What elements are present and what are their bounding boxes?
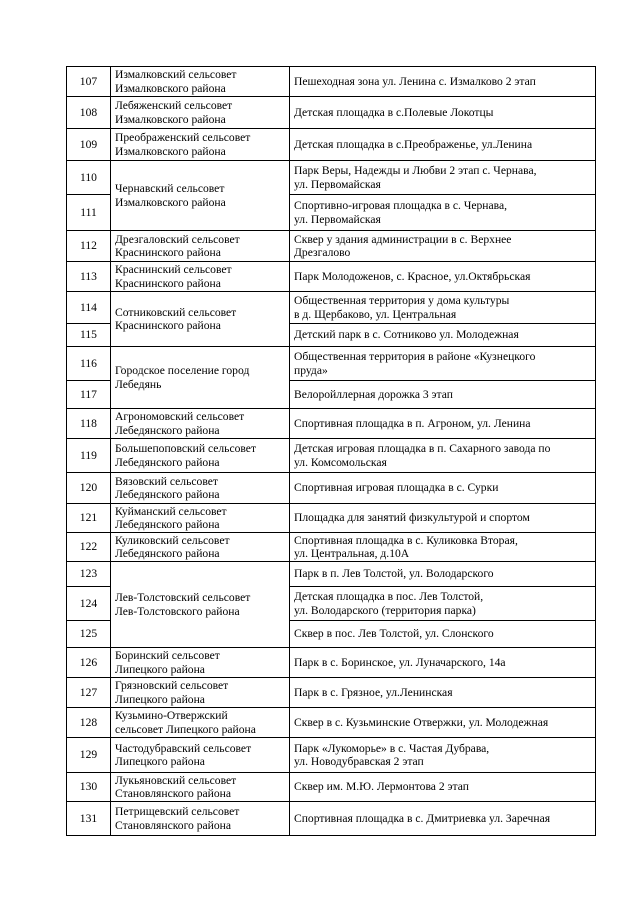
object-cell: Спортивная площадка в п. Агроном, ул. Ленина <box>290 409 596 439</box>
row-number: 112 <box>67 231 111 262</box>
table-row <box>67 648 596 678</box>
municipality-cell: Измалковский сельсовет Измалковского района <box>111 67 290 97</box>
row-number: 114 <box>67 292 111 324</box>
row-number: 115 <box>67 324 111 347</box>
row-number: 117 <box>67 381 111 409</box>
row-number: 131 <box>67 802 111 836</box>
object-cell: Парк в с. Боринское, ул. Луначарского, 14а <box>290 648 596 678</box>
table-row <box>67 231 596 262</box>
row-number: 122 <box>67 533 111 562</box>
table-row <box>67 504 596 533</box>
row-number: 108 <box>67 97 111 129</box>
object-cell: Спортивная площадка в с. Дмитриевка ул. Заречная <box>290 802 596 836</box>
object-cell: Сквер им. М.Ю. Лермонтова 2 этап <box>290 773 596 802</box>
table-row <box>67 262 596 292</box>
object-cell: Спортивная площадка в с. Куликовка Вторая, ул. Центральная, д.10А <box>290 533 596 562</box>
table-row <box>67 773 596 802</box>
table-row <box>67 678 596 708</box>
table-row <box>67 97 596 129</box>
table-row <box>67 562 596 587</box>
object-cell: Сквер у здания администрации в с. Верхнее Дрезгалово <box>290 231 596 262</box>
municipality-cell: Лебяженский сельсовет Измалковского района <box>111 97 290 129</box>
object-cell: Сквер в с. Кузьминские Отвержки, ул. Молодежная <box>290 708 596 738</box>
row-number: 125 <box>67 621 111 648</box>
objects-table <box>66 66 596 836</box>
municipality-cell: Куликовский сельсовет Лебедянского района <box>111 533 290 562</box>
municipality-cell: Кузьмино-Отвержский сельсовет Липецкого района <box>111 708 290 738</box>
object-cell: Детская игровая площадка в п. Сахарного завода по ул. Комсомольская <box>290 439 596 473</box>
object-cell: Площадка для занятий физкультурой и спортом <box>290 504 596 533</box>
table-row <box>67 347 596 381</box>
row-number: 109 <box>67 129 111 161</box>
table-row <box>67 738 596 773</box>
municipality-cell: Сотниковский сельсовет Краснинского района <box>111 292 290 347</box>
table-row <box>67 473 596 504</box>
object-cell: Спортивно-игровая площадка в с. Чернава, ул. Первомайская <box>290 195 596 231</box>
municipality-cell: Чернавский сельсовет Измалковского района <box>111 161 290 231</box>
municipality-cell: Большепоповский сельсовет Лебедянского района <box>111 439 290 473</box>
municipality-cell: Вязовский сельсовет Лебедянского района <box>111 473 290 504</box>
table-row <box>67 292 596 324</box>
municipality-cell: Агрономовский сельсовет Лебедянского района <box>111 409 290 439</box>
table-row <box>67 802 596 836</box>
row-number: 113 <box>67 262 111 292</box>
object-cell: Парк в с. Грязное, ул.Ленинская <box>290 678 596 708</box>
table-row <box>67 439 596 473</box>
table-row <box>67 533 596 562</box>
table-row <box>67 67 596 97</box>
municipality-cell: Краснинский сельсовет Краснинского района <box>111 262 290 292</box>
row-number: 123 <box>67 562 111 587</box>
object-cell: Парк Веры, Надежды и Любви 2 этап с. Чернава, ул. Первомайская <box>290 161 596 195</box>
municipality-cell: Лукьяновский сельсовет Становлянского района <box>111 773 290 802</box>
row-number: 128 <box>67 708 111 738</box>
object-cell: Сквер в пос. Лев Толстой, ул. Слонского <box>290 621 596 648</box>
object-cell: Общественная территория у дома культуры в д. Щербаково, ул. Центральная <box>290 292 596 324</box>
object-cell: Велоройллерная дорожка 3 этап <box>290 381 596 409</box>
object-cell: Детская площадка в с.Полевые Локотцы <box>290 97 596 129</box>
object-cell: Детская площадка в пос. Лев Толстой, ул. Володарского (территория парка) <box>290 587 596 621</box>
municipality-cell: Боринский сельсовет Липецкого района <box>111 648 290 678</box>
municipality-cell: Петрищевский сельсовет Становлянского района <box>111 802 290 836</box>
row-number: 120 <box>67 473 111 504</box>
object-cell: Детский парк в с. Сотниково ул. Молодежная <box>290 324 596 347</box>
row-number: 116 <box>67 347 111 381</box>
object-cell: Спортивная игровая площадка в с. Сурки <box>290 473 596 504</box>
municipality-cell: Частодубравский сельсовет Липецкого района <box>111 738 290 773</box>
object-cell: Парк в п. Лев Толстой, ул. Володарского <box>290 562 596 587</box>
row-number: 129 <box>67 738 111 773</box>
row-number: 130 <box>67 773 111 802</box>
municipality-cell: Куйманский сельсовет Лебедянского района <box>111 504 290 533</box>
row-number: 107 <box>67 67 111 97</box>
object-cell: Общественная территория в районе «Кузнецкого пруда» <box>290 347 596 381</box>
row-number: 127 <box>67 678 111 708</box>
municipality-cell: Преображенский сельсовет Измалковского района <box>111 129 290 161</box>
municipality-cell: Городское поселение город Лебедянь <box>111 347 290 409</box>
row-number: 121 <box>67 504 111 533</box>
municipality-cell: Грязновский сельсовет Липецкого района <box>111 678 290 708</box>
row-number: 110 <box>67 161 111 195</box>
table-row <box>67 409 596 439</box>
object-cell: Пешеходная зона ул. Ленина с. Измалково 2 этап <box>290 67 596 97</box>
table-row <box>67 161 596 195</box>
row-number: 118 <box>67 409 111 439</box>
municipality-cell: Дрезгаловский сельсовет Краснинского района <box>111 231 290 262</box>
row-number: 119 <box>67 439 111 473</box>
row-number: 124 <box>67 587 111 621</box>
row-number: 126 <box>67 648 111 678</box>
object-cell: Детская площадка в с.Преображенье, ул.Ленина <box>290 129 596 161</box>
object-cell: Парк Молодоженов, с. Красное, ул.Октябрьская <box>290 262 596 292</box>
table-row <box>67 129 596 161</box>
table-row <box>67 708 596 738</box>
object-cell: Парк «Лукоморье» в с. Частая Дубрава, ул. Новодубравская 2 этап <box>290 738 596 773</box>
municipality-cell: Лев-Толстовский сельсовет Лев-Толстовского района <box>111 562 290 648</box>
row-number: 111 <box>67 195 111 231</box>
